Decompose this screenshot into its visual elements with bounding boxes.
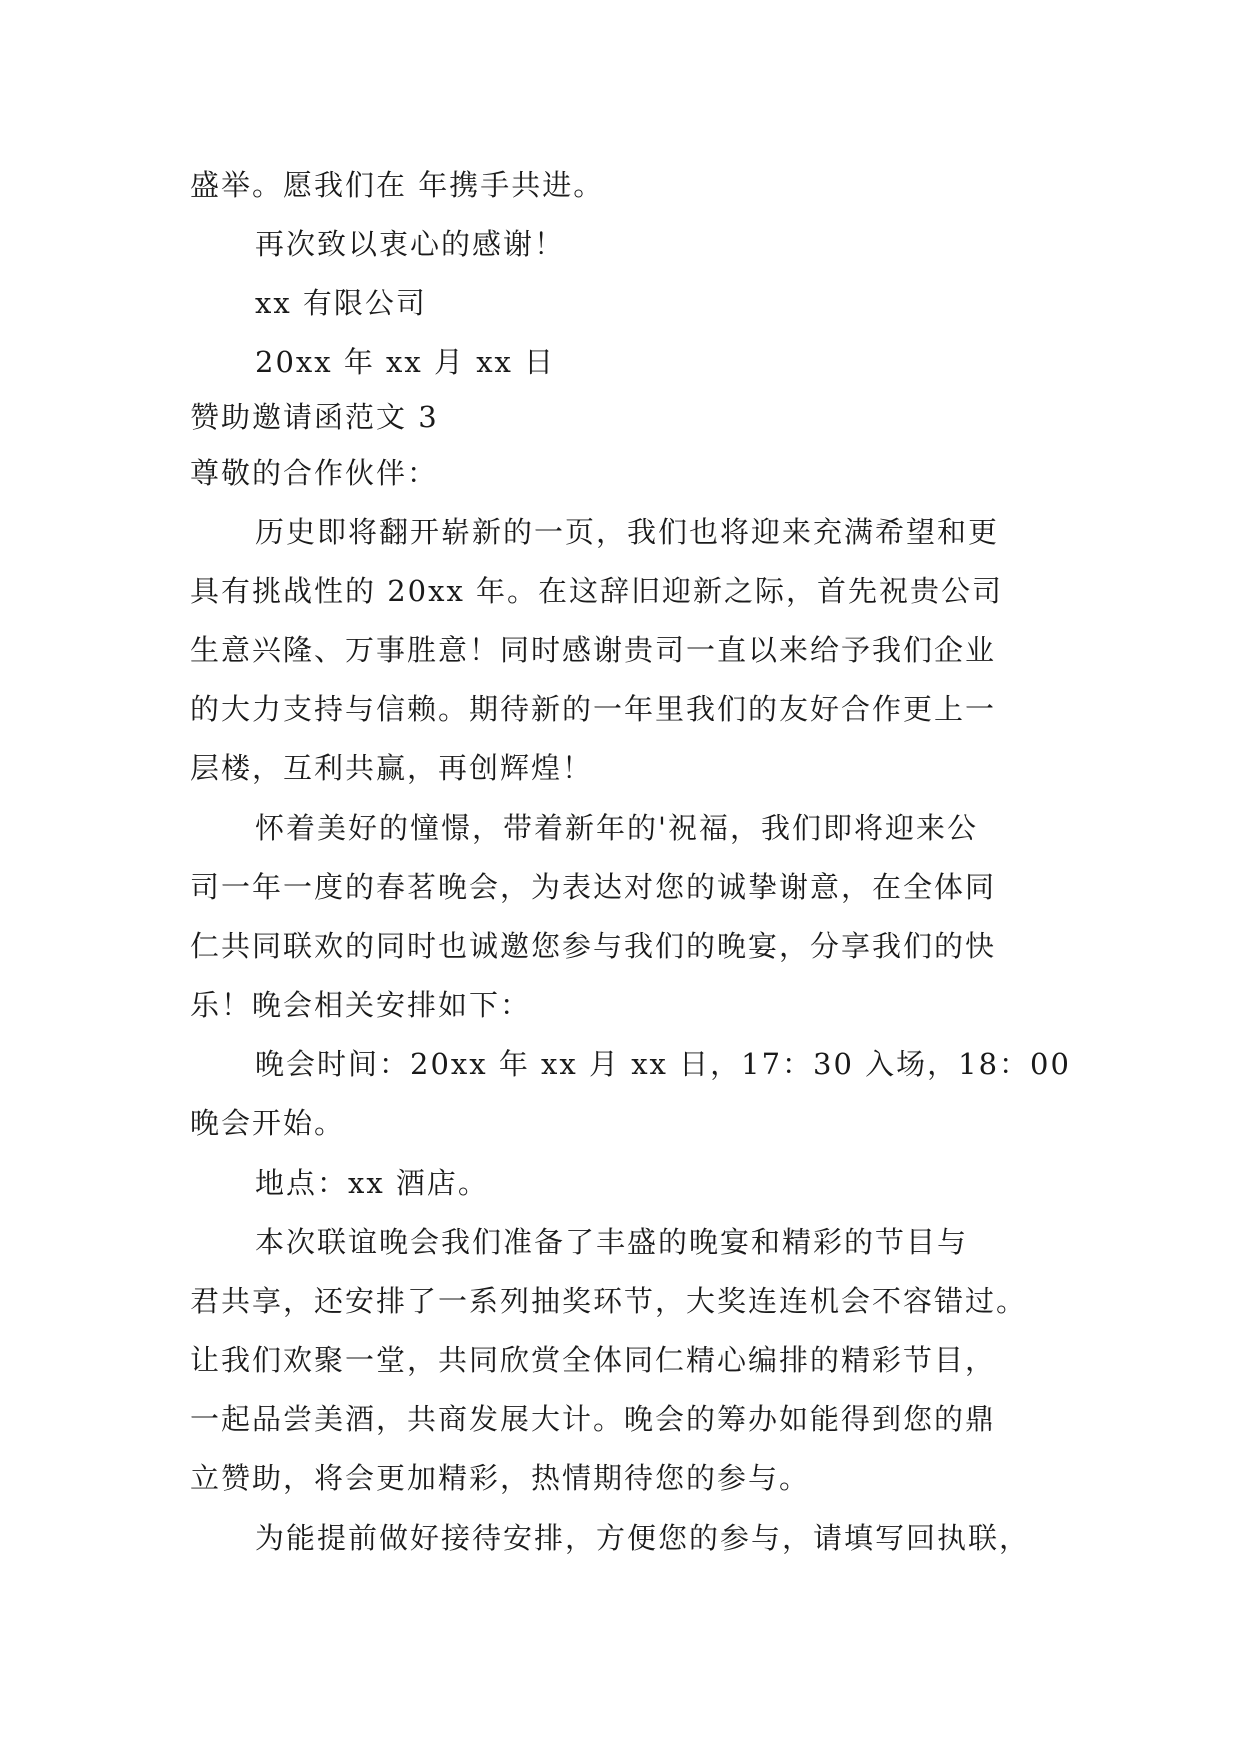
paragraph-line: 仁共同联欢的同时也诚邀您参与我们的晚宴，分享我们的快 [190, 929, 997, 963]
paragraph-line: 晚会开始。 [190, 1106, 346, 1140]
signature-date: 20xx 年 xx 月 xx 日 [255, 345, 556, 379]
paragraph-line: 让我们欢聚一堂，共同欣赏全体同仁精心编排的精彩节目， [190, 1343, 997, 1377]
paragraph-line: 本次联谊晚会我们准备了丰盛的晚宴和精彩的节目与 [255, 1225, 969, 1259]
closing-thanks: 再次致以衷心的感谢！ [255, 227, 566, 261]
salutation: 尊敬的合作伙伴： [190, 456, 439, 490]
paragraph-line: 层楼，互利共赢，再创辉煌！ [190, 751, 594, 785]
signature-company: xx 有限公司 [255, 286, 427, 320]
paragraph-line: 盛举。愿我们在 年携手共进。 [190, 168, 605, 202]
paragraph-line: 生意兴隆、万事胜意！同时感谢贵司一直以来给予我们企业 [190, 633, 997, 667]
event-location: 地点：xx 酒店。 [255, 1166, 489, 1200]
section-heading: 赞助邀请函范文 3 [190, 400, 439, 434]
event-time: 晚会时间：20xx 年 xx 月 xx 日，17：30 入场，18：00 [255, 1047, 1071, 1081]
paragraph-line: 乐！晚会相关安排如下： [190, 988, 532, 1022]
paragraph-line: 立赞助，将会更加精彩，热情期待您的参与。 [190, 1461, 811, 1495]
paragraph-line: 司一年一度的春茗晚会，为表达对您的诚挚谢意，在全体同 [190, 870, 997, 904]
paragraph-line: 为能提前做好接待安排，方便您的参与，请填写回执联， [255, 1521, 1031, 1555]
paragraph-line: 怀着美好的憧憬，带着新年的'祝福，我们即将迎来公 [255, 811, 978, 845]
paragraph-line: 君共享，还安排了一系列抽奖环节，大奖连连机会不容错过。 [190, 1284, 1028, 1318]
paragraph-line: 历史即将翻开崭新的一页，我们也将迎来充满希望和更 [255, 515, 1000, 549]
paragraph-line: 的大力支持与信赖。期待新的一年里我们的友好合作更上一 [190, 692, 997, 726]
paragraph-line: 一起品尝美酒，共商发展大计。晚会的筹办如能得到您的鼎 [190, 1402, 997, 1436]
paragraph-line: 具有挑战性的 20xx 年。在这辞旧迎新之际，首先祝贵公司 [190, 574, 1004, 608]
